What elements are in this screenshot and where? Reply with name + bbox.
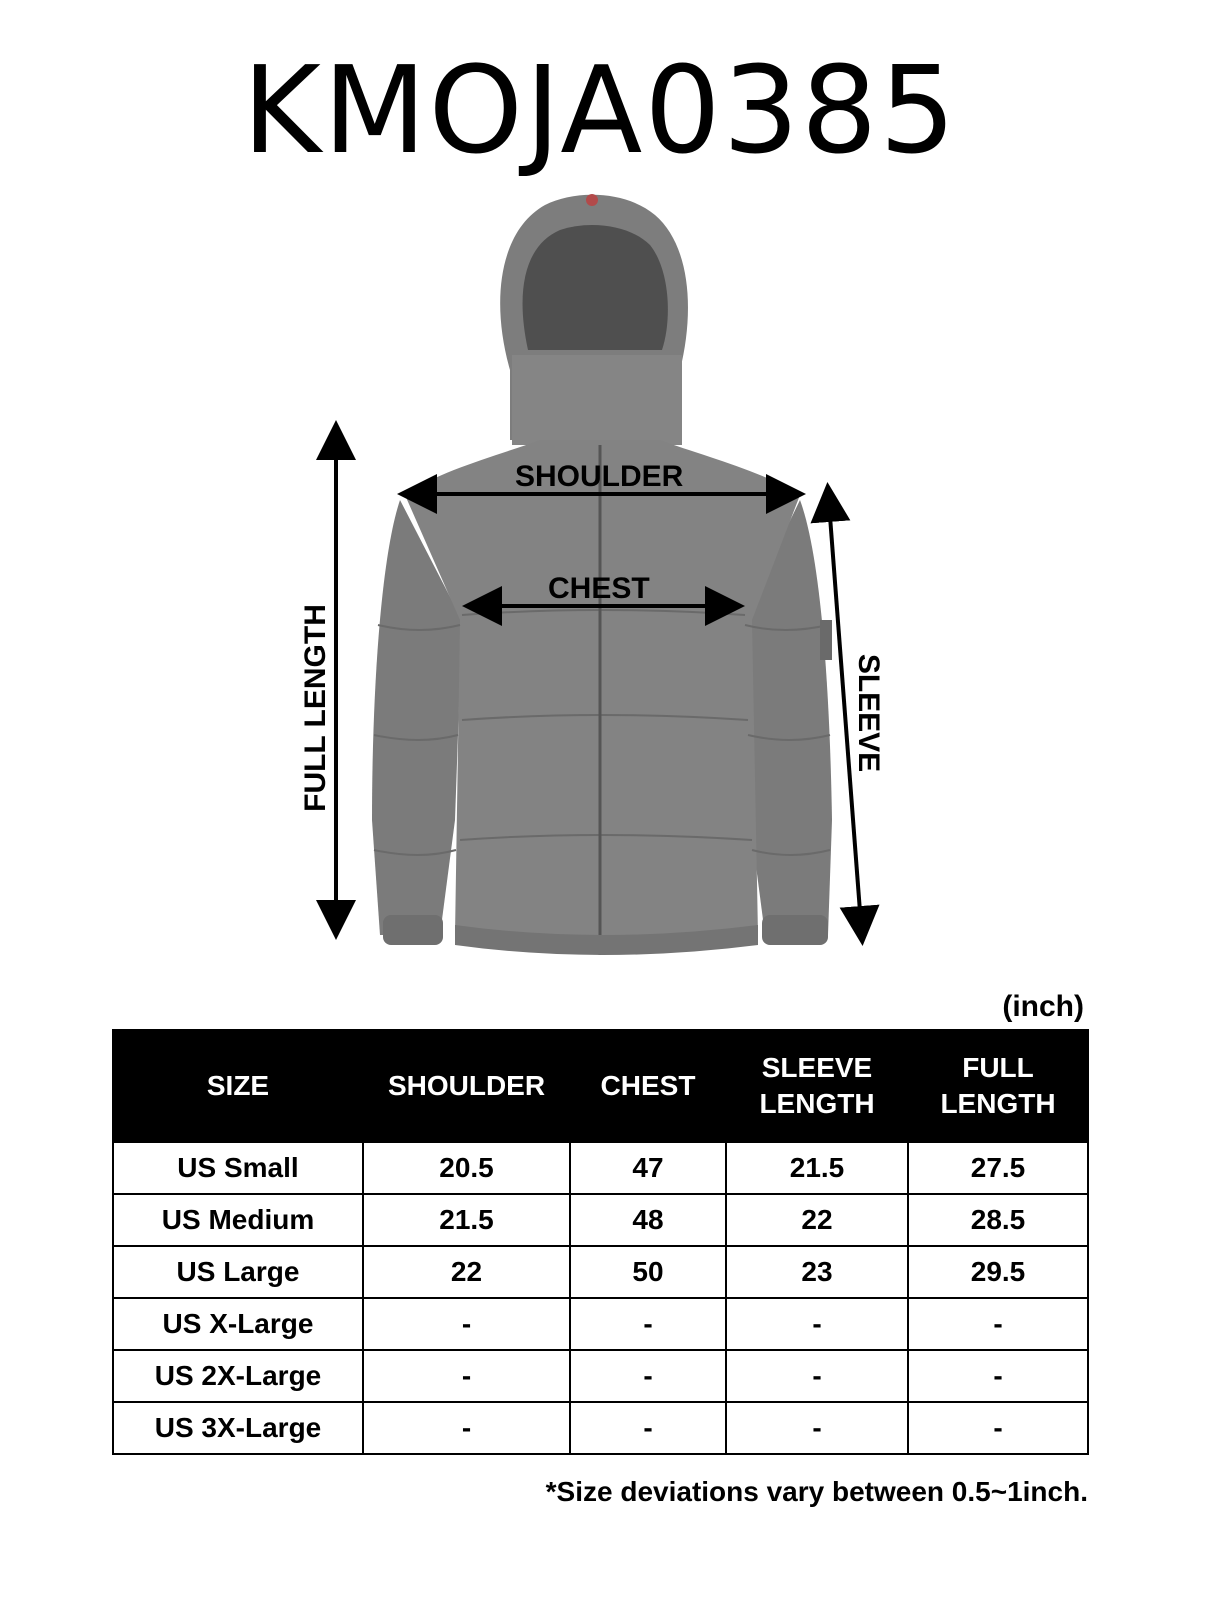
sleeve-length-cell: -	[726, 1402, 908, 1454]
full-length-cell: -	[908, 1402, 1088, 1454]
right-cuff	[762, 915, 828, 945]
full-length-label: FULL LENGTH	[299, 604, 332, 812]
product-code-title: KMOJA0385	[242, 42, 958, 181]
table-row	[113, 1246, 1088, 1298]
size-cell: US 2X-Large	[113, 1350, 363, 1402]
sleeve-length-cell: -	[726, 1350, 908, 1402]
shoulder-cell: -	[363, 1350, 570, 1402]
jacket-collar	[512, 355, 682, 445]
jacket-body	[405, 440, 800, 950]
full-length-cell: 29.5	[908, 1246, 1088, 1298]
shoulder-cell: 22	[363, 1246, 570, 1298]
header-full-length: FULL LENGTH	[908, 1030, 1088, 1142]
shoulder-cell: -	[363, 1402, 570, 1454]
chest-cell: -	[570, 1350, 726, 1402]
sleeve-length-cell: -	[726, 1298, 908, 1350]
table-row	[113, 1298, 1088, 1350]
chest-label: CHEST	[548, 572, 650, 605]
chest-cell: -	[570, 1298, 726, 1350]
hood-inner	[523, 225, 668, 350]
header-chest: CHEST	[570, 1030, 726, 1142]
header-size: SIZE	[113, 1030, 363, 1142]
sleeve-length-cell: 21.5	[726, 1142, 908, 1194]
table-row	[113, 1350, 1088, 1402]
size-cell: US Small	[113, 1142, 363, 1194]
table-row	[113, 1402, 1088, 1454]
sleeve-length-cell: 22	[726, 1194, 908, 1246]
chest-cell: 50	[570, 1246, 726, 1298]
table-header-row	[113, 1030, 1088, 1142]
full-length-cell: -	[908, 1350, 1088, 1402]
sleeve-pocket	[820, 620, 832, 660]
shoulder-cell: 21.5	[363, 1194, 570, 1246]
chest-cell: -	[570, 1402, 726, 1454]
size-chart-table	[112, 1029, 1089, 1455]
chest-cell: 48	[570, 1194, 726, 1246]
header-sleeve-length: SLEEVE LENGTH	[726, 1030, 908, 1142]
table-row	[113, 1194, 1088, 1246]
size-cell: US 3X-Large	[113, 1402, 363, 1454]
header-shoulder: SHOULDER	[363, 1030, 570, 1142]
sleeve-length-cell: 23	[726, 1246, 908, 1298]
size-cell: US Medium	[113, 1194, 363, 1246]
full-length-cell: 28.5	[908, 1194, 1088, 1246]
shoulder-cell: 20.5	[363, 1142, 570, 1194]
unit-label: (inch)	[1002, 990, 1084, 1023]
hood-logo-icon	[586, 194, 598, 206]
shoulder-cell: -	[363, 1298, 570, 1350]
sleeve-label: SLEEVE	[852, 653, 885, 773]
size-deviation-note: *Size deviations vary between 0.5~1inch.	[545, 1476, 1088, 1507]
shoulder-label: SHOULDER	[515, 460, 684, 493]
full-length-cell: -	[908, 1298, 1088, 1350]
left-cuff	[383, 915, 443, 945]
size-cell: US Large	[113, 1246, 363, 1298]
chest-cell: 47	[570, 1142, 726, 1194]
full-length-cell: 27.5	[908, 1142, 1088, 1194]
size-cell: US X-Large	[113, 1298, 363, 1350]
table-row	[113, 1142, 1088, 1194]
